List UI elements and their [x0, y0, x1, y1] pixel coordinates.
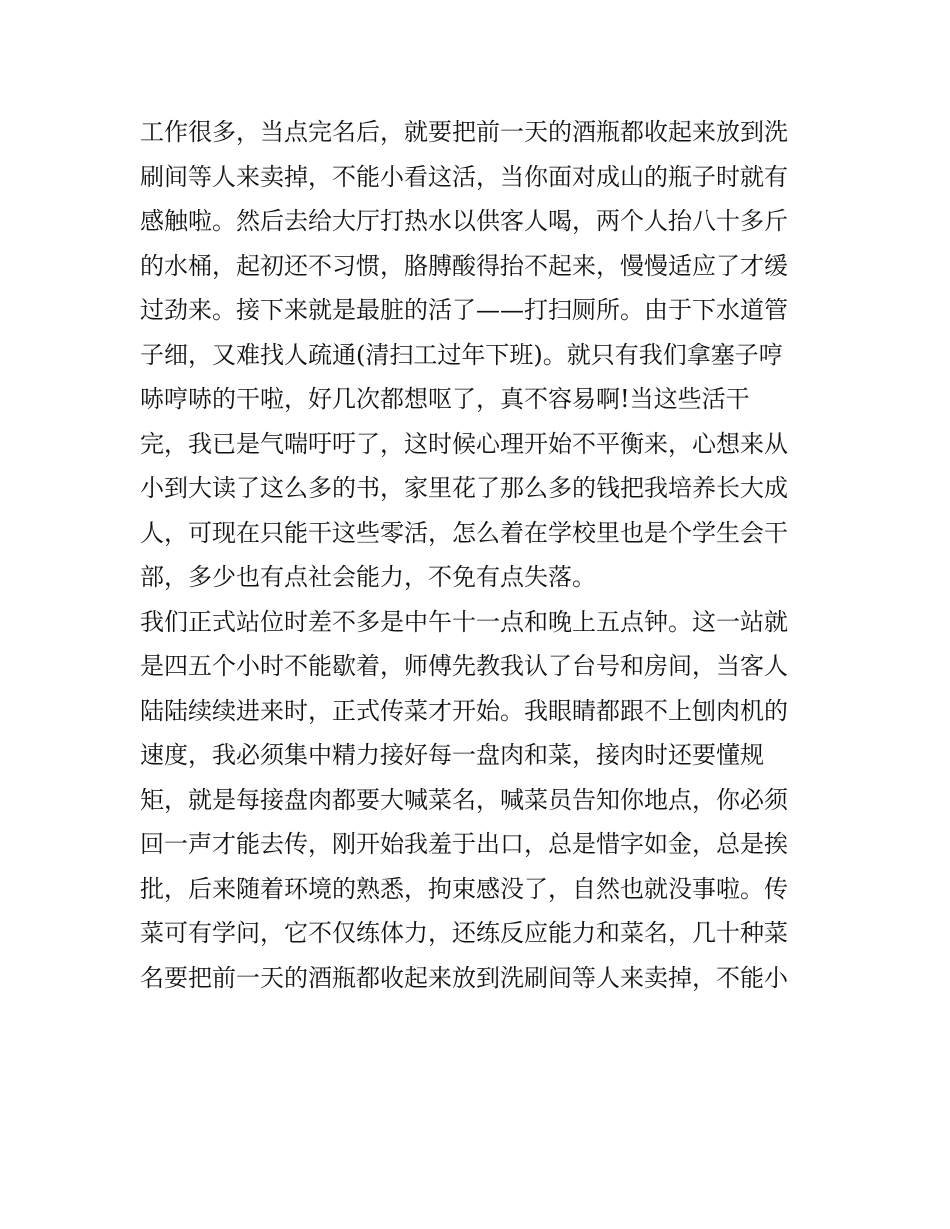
text-line: 矩，就是每接盘肉都要大喊菜名，喊菜员告知你地点，你必须 — [140, 785, 788, 814]
text-line: 批，后来随着环境的熟悉，拘束感没了，自然也就没事啦。传 — [140, 874, 788, 903]
text-line: 速度，我必须集中精力接好每一盘肉和菜，接肉时还要懂规 — [140, 741, 764, 769]
text-line: 人，可现在只能干这些零活，怎么着在学校里也是个学生会干 — [140, 518, 788, 547]
text-line: 陆陆续续进来时，正式传菜才开始。我眼睛都跟不上刨肉机的 — [140, 696, 788, 725]
text-line: 菜可有学问，它不仅练体力，还练反应能力和菜名，几十种菜 — [140, 919, 788, 947]
text-line: 是四五个小时不能歇着，师傅先教我认了台号和房间，当客人 — [140, 652, 788, 680]
text-line: 过劲来。接下来就是最脏的活了——打扫厕所。由于下水道管 — [140, 296, 788, 324]
text-line: 子细，又难找人疏通(清扫工过年下班)。就只有我们拿塞子哼 — [140, 340, 783, 369]
text-line: 回一声才能去传，刚开始我羞于出口，总是惜字如金，总是挨 — [140, 830, 788, 858]
text-line: 完，我已是气喘吁吁了，这时候心理开始不平衡来，心想来从 — [140, 429, 788, 458]
text-line: 部，多少也有点社会能力，不免有点失落。 — [140, 563, 596, 591]
text-line: 感触啦。然后去给大厅打热水以供客人喝，两个人抬八十多斤 — [140, 207, 788, 235]
text-line: 刷间等人来卖掉，不能小看这活，当你面对成山的瓶子时就有 — [140, 162, 788, 191]
text-line: 的水桶，起初还不习惯，胳膊酸得抬不起来，慢慢适应了才缓 — [140, 251, 788, 280]
text-line: 名要把前一天的酒瓶都收起来放到洗刷间等人来卖掉，不能小 — [140, 963, 788, 992]
text-line: 工作很多，当点完名后，就要把前一天的酒瓶都收起来放到洗 — [140, 118, 788, 146]
text-line: 小到大读了这么多的书，家里花了那么多的钱把我培养长大成 — [140, 474, 788, 502]
text-line: 我们正式站位时差不多是中午十一点和晚上五点钟。这一站就 — [140, 607, 788, 636]
body-text — [140, 110, 820, 1000]
text-line: 哧哼哧的干啦，好几次都想呕了，真不容易啊!当这些活干 — [140, 385, 750, 413]
